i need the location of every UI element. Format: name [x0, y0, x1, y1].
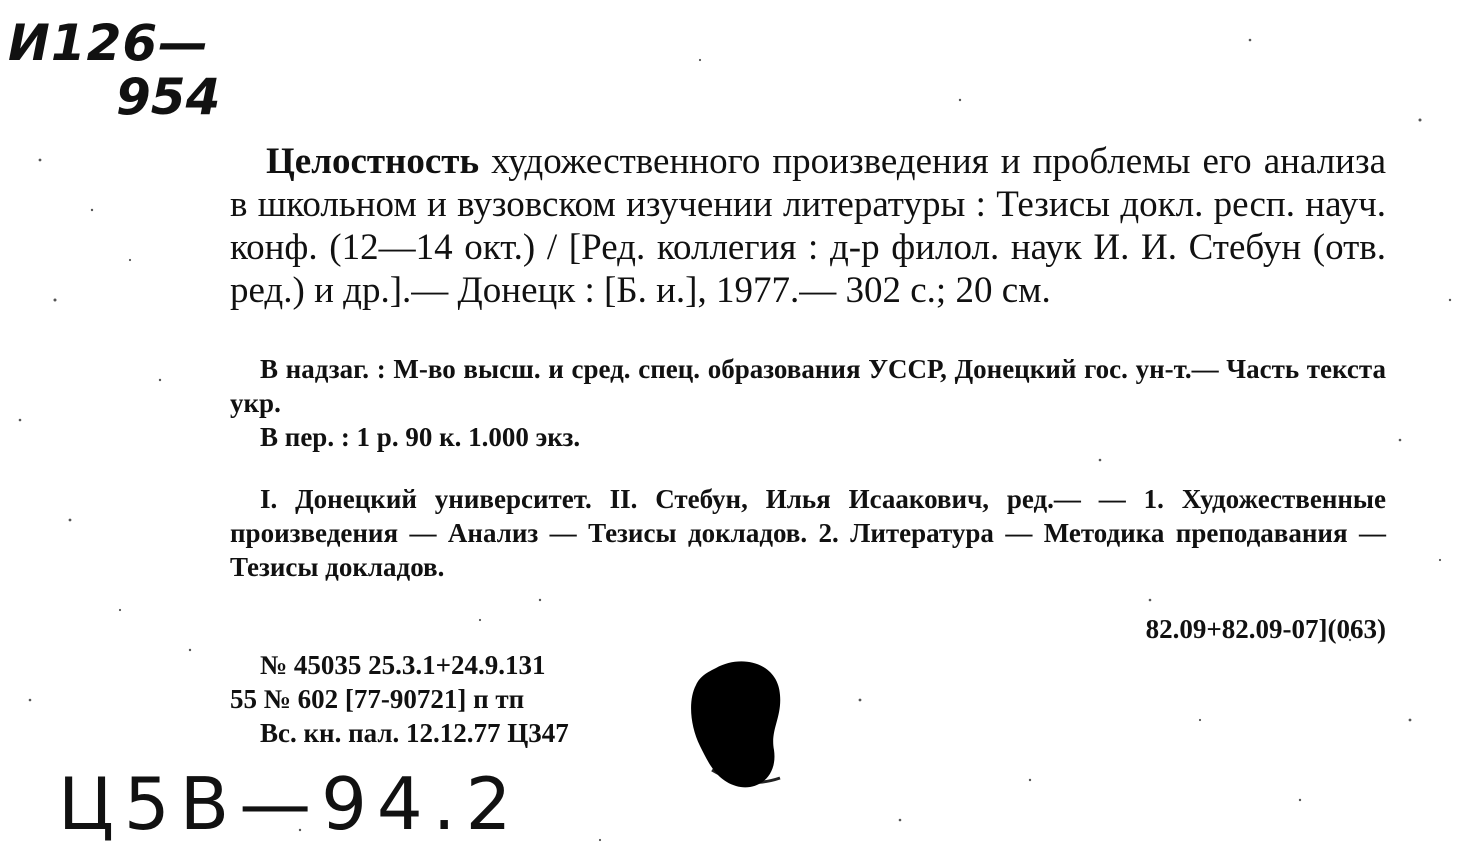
entry-title: Целостность: [266, 141, 480, 182]
handwritten-shelfmark-line1: И126—: [8, 14, 210, 72]
note-header-text: В надзаг. : М-во высш. и сред. спец. образования УССР, Донецкий гос. ун-т.— Часть текста укр.: [230, 354, 1386, 418]
tracing-subjects: [230, 482, 1386, 584]
ink-blot: [686, 650, 786, 800]
imprint-line3: Вс. кн. пал. 12.12.77 Ц347: [260, 718, 569, 748]
imprint-line1: № 45035 25.3.1+24.9.131: [260, 650, 546, 680]
handwritten-shelfmark-line2: 954: [116, 68, 221, 126]
bibliographic-entry: [230, 140, 1386, 312]
udc-code: 82.09+82.09-07](063): [1145, 614, 1386, 644]
note-price-info: [230, 420, 1386, 454]
note-price-text: В пер. : 1 р. 90 к. 1.000 экз.: [260, 422, 581, 452]
tracing-text: I. Донецкий университет. II. Стебун, Илья Исаакович, ред.— — 1. Художественные произведения — Анализ — Тезисы докладов. 2. Литература — Методика преподавания — Тезисы докладов.: [230, 484, 1386, 582]
handwritten-classification: Ц5В—94.2: [58, 762, 522, 846]
note-header-info: [230, 352, 1386, 420]
imprint-line2: 55 № 602 [77-90721] п тп: [230, 684, 525, 714]
entry-body: художественного произведения и проблемы его анализа в школьном и вузовском изучении литературы : Тезисы докл. респ. науч. конф. (12—14 окт.) / [Ред. коллегия : д-р филол. наук И. И. Стебун (отв. ред.) и др.].— Донецк : [Б. и.], 1977.— 302 с.; 20 см.: [230, 141, 1386, 311]
imprint-block: [230, 648, 569, 750]
